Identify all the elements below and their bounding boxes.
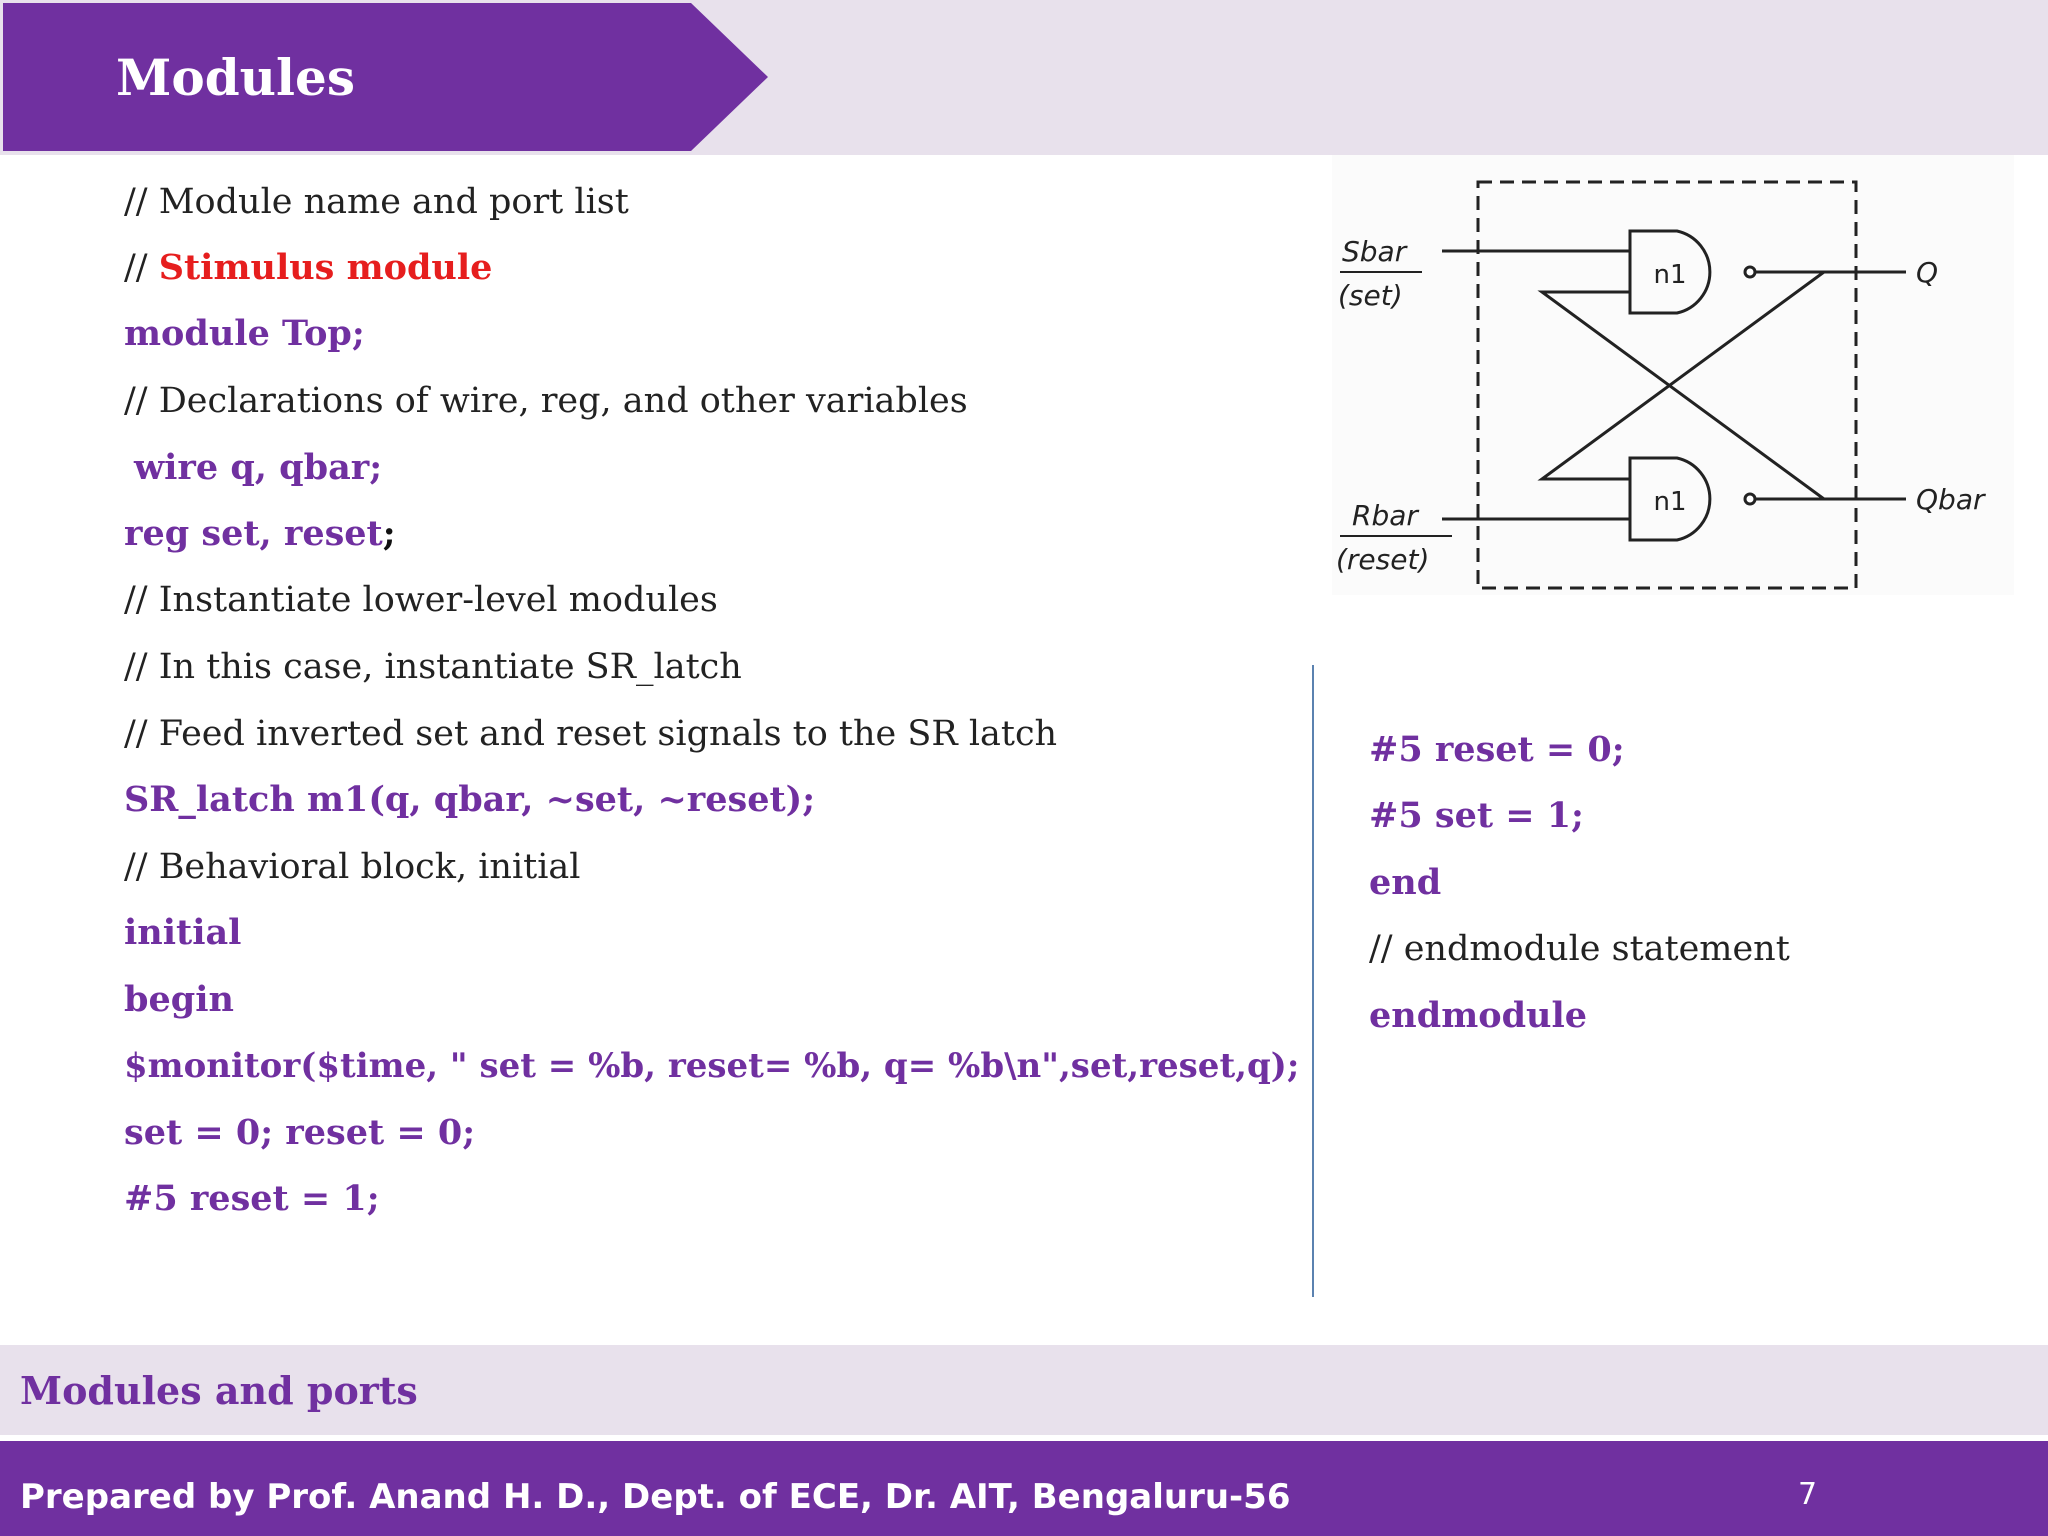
code-comment-module-name: // Module name and port list xyxy=(124,182,629,222)
reg-decl-semicolon: ; xyxy=(382,513,396,554)
reset-label: (reset) xyxy=(1336,543,1430,576)
sbar-label: Sbar xyxy=(1342,235,1407,268)
code-set-reset-init: set = 0; reset = 0; xyxy=(124,1112,476,1153)
code-reg-decl xyxy=(124,512,396,556)
comment-prefix: // xyxy=(124,248,159,288)
gate-top-label: n1 xyxy=(1653,260,1687,290)
reg-decl-text: reg set, reset xyxy=(124,513,383,554)
footer-section-title: Modules and ports xyxy=(20,1368,418,1413)
sr-latch-diagram xyxy=(1332,155,2014,595)
footer-credit-text: Prepared by Prof. Anand H. D., Dept. of ECE, Dr. AIT, Bengaluru-56 xyxy=(20,1477,1291,1517)
code-comment-feed-inverted: // Feed inverted set and reset signals to the SR latch xyxy=(124,714,1058,754)
code-comment-endmodule: // endmodule statement xyxy=(1369,929,1790,969)
code-sr-latch-instance: SR_latch m1(q, qbar, ~set, ~reset); xyxy=(124,779,816,820)
code-comment-declarations: // Declarations of wire, reg, and other variables xyxy=(124,381,968,421)
code-comment-behavioral: // Behavioral block, initial xyxy=(124,847,581,887)
set-label: (set) xyxy=(1338,279,1403,312)
gate-bottom-label: n1 xyxy=(1653,487,1687,517)
code-set-1: #5 set = 1; xyxy=(1369,795,1584,836)
code-endmodule: endmodule xyxy=(1369,995,1588,1036)
code-begin: begin xyxy=(124,979,234,1020)
code-comment-instantiate: // Instantiate lower-level modules xyxy=(124,580,718,620)
code-module-top: module Top; xyxy=(124,313,365,354)
code-reset-1: #5 reset = 1; xyxy=(124,1178,380,1219)
page-number: 7 xyxy=(1798,1477,1818,1512)
nand-gate-bottom-bubble xyxy=(1745,494,1755,504)
feedback-q-to-bottom xyxy=(1542,272,1824,479)
qbar-label: Qbar xyxy=(1916,483,1985,516)
nand-gate-top-bubble xyxy=(1745,267,1755,277)
code-end: end xyxy=(1369,862,1442,903)
column-divider xyxy=(1312,665,1314,1297)
code-reset-0: #5 reset = 0; xyxy=(1369,729,1625,770)
code-initial: initial xyxy=(124,912,242,953)
q-label: Q xyxy=(1916,256,1939,289)
code-wire-decl: wire q, qbar; xyxy=(134,447,383,488)
code-comment-sr-latch: // In this case, instantiate SR_latch xyxy=(124,647,742,687)
feedback-qbar-to-top xyxy=(1542,292,1824,499)
slide-title: Modules xyxy=(116,48,355,107)
code-monitor: $monitor($time, " set = %b, reset= %b, q= %b\n",set,reset,q); xyxy=(124,1046,1300,1086)
rbar-label: Rbar xyxy=(1352,499,1418,532)
code-comment-stimulus xyxy=(124,246,492,290)
stimulus-module-highlight: Stimulus module xyxy=(158,247,493,288)
